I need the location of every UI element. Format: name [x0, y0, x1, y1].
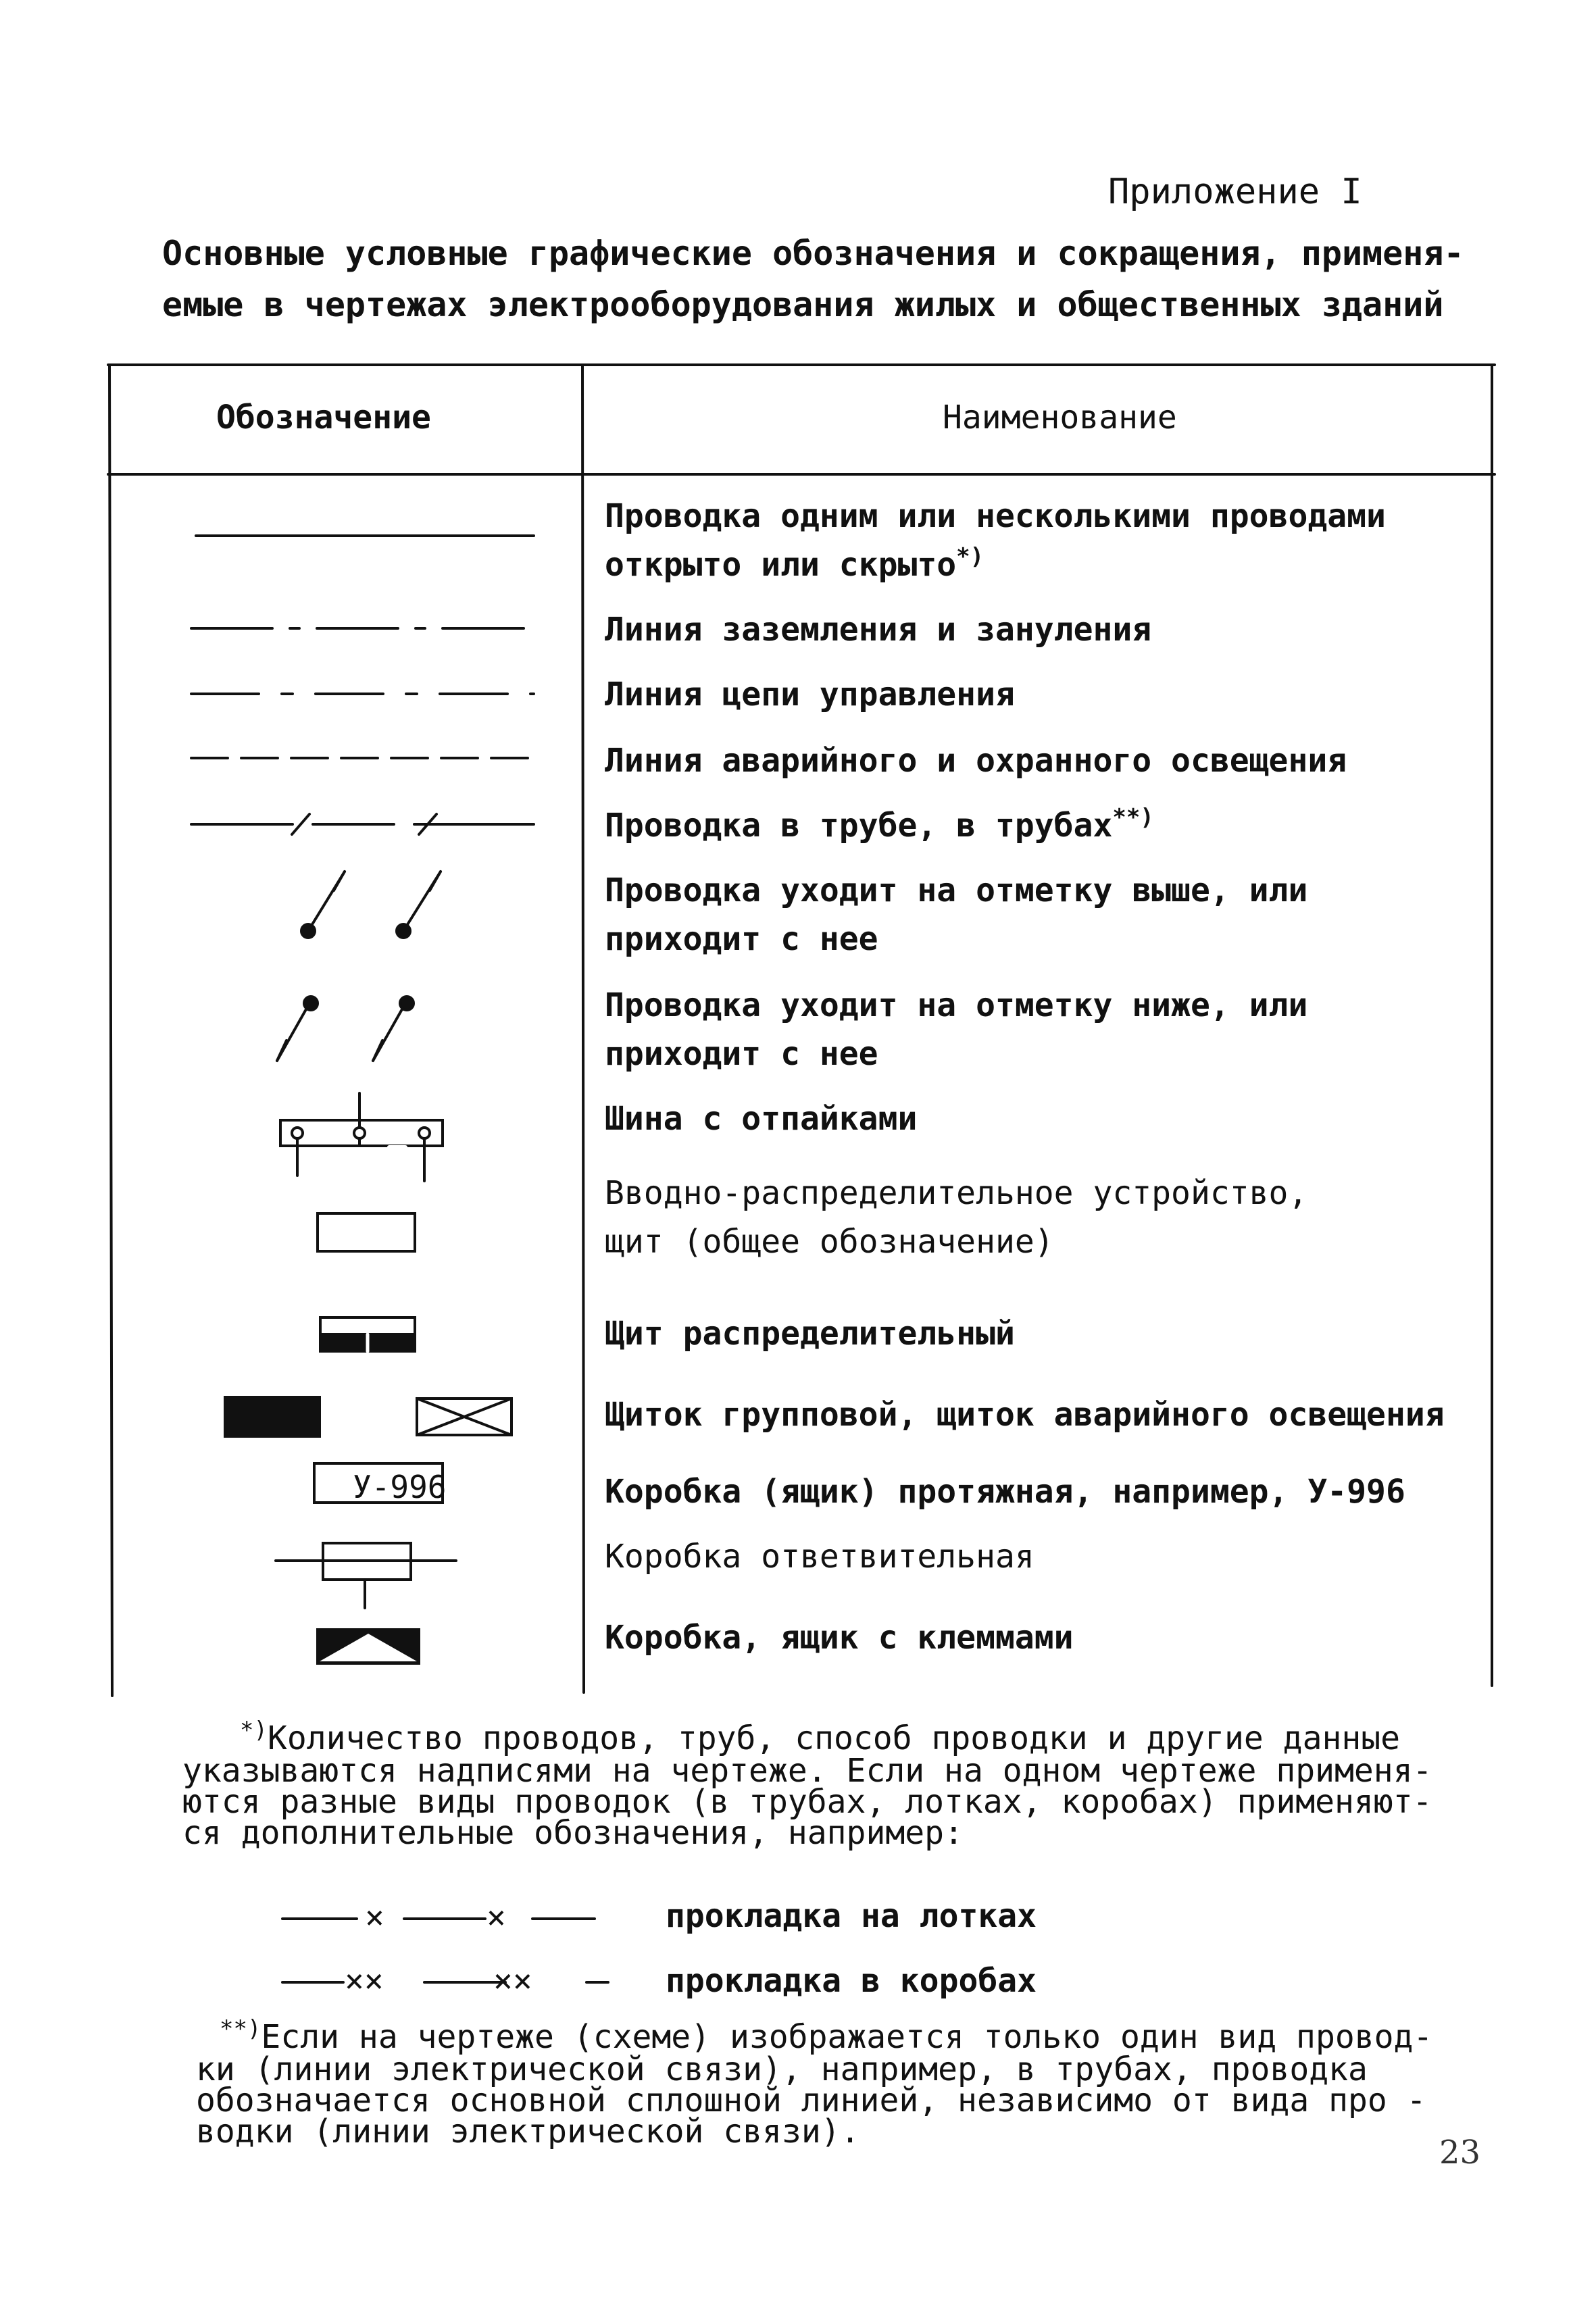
symbol-terminal-box — [318, 1630, 419, 1663]
symbol-distribution-device — [318, 1213, 415, 1251]
row-4: Линия аварийного и охранного освещения — [605, 742, 1347, 780]
symbol-bus-with-taps — [280, 1093, 443, 1181]
row-8: Шина с отпайками — [605, 1100, 918, 1138]
pull-box-label: У-996 — [353, 1469, 447, 1505]
row-13: Коробка ответвительная — [605, 1538, 1034, 1576]
row-1-line-2: открыто или скрыто*) — [605, 543, 984, 584]
page-title-line-2: емые в чертежах электрооборудования жилых и общественных зданий — [162, 285, 1444, 324]
row-7-line-1: Проводка уходит на отметку ниже, или — [605, 986, 1308, 1024]
symbol-group-panel — [225, 1397, 320, 1436]
column-header-name: Наименование — [943, 399, 1177, 436]
row-11: Щиток групповой, щиток аварийного освещения — [605, 1396, 1445, 1434]
symbol-distribution-board — [320, 1317, 415, 1351]
footnote-1-line-1: *)Количество проводов, труб, способ проводки и другие данные — [240, 1717, 1401, 1757]
symbol-wire-down — [277, 997, 414, 1061]
footnote-1-line-4: ся дополнительные обозначения, например: — [182, 1814, 964, 1852]
row-2: Линия заземления и зануления — [605, 611, 1152, 649]
symbol-emergency-panel — [417, 1399, 512, 1435]
row-12: Коробка (ящик) протяжная, например, У-996 — [605, 1473, 1405, 1511]
example-marker-x1: × — [365, 1898, 384, 1936]
example-marker-xx2: ×× — [493, 1962, 532, 2000]
example-trays-label: прокладка на лотках — [666, 1897, 1037, 1935]
example-marker-x2: × — [487, 1898, 506, 1936]
row-6-line-2: приходит с нее — [605, 920, 878, 958]
column-header-symbol: Обозначение — [216, 399, 431, 436]
footnote-1-line-3: ются разные виды проводок (в трубах, лотках, коробах) применяют- — [182, 1783, 1432, 1821]
footnote-2-line-3: обозначается основной сплошной линией, независимо от вида про - — [196, 2082, 1426, 2119]
row-9-line-2: щит (общее обозначение) — [605, 1223, 1054, 1261]
symbol-pipe-line — [191, 814, 534, 834]
page-title-line-1: Основные условные графические обозначения и сокращения, применя- — [162, 234, 1464, 273]
row-5: Проводка в трубе, в трубах**) — [605, 804, 1154, 845]
symbol-junction-box — [276, 1543, 456, 1608]
row-6-line-1: Проводка уходит на отметку выше, или — [605, 872, 1308, 909]
example-marker-xx1: ×× — [345, 1962, 384, 2000]
symbol-wire-up — [301, 872, 441, 938]
example-boxes-label: прокладка в коробах — [666, 1962, 1037, 2000]
row-1-line-1: Проводка одним или несколькими проводами — [605, 497, 1386, 535]
page-number: 23 — [1439, 2134, 1481, 2171]
table-left-border — [109, 365, 112, 1696]
table-column-divider — [582, 365, 584, 1692]
row-10: Щит распределительный — [605, 1315, 1015, 1353]
footnote-2-line-2: ки (линии электрической связи), например, в трубах, проводка — [196, 2051, 1368, 2088]
row-7-line-2: приходит с нее — [605, 1035, 878, 1073]
row-9-line-1: Вводно-распределительное устройство, — [605, 1174, 1308, 1212]
footnote-2-line-4: водки (линии электрической связи). — [196, 2113, 860, 2150]
footnote-1-line-2: указываются надписями на чертеже. Если на одном чертеже применя- — [182, 1752, 1432, 1790]
row-3: Линия цепи управления — [605, 676, 1015, 713]
footnote-2-line-1: **)Если на чертеже (схеме) изображается только один вид провод- — [220, 2015, 1433, 2056]
appendix-label: Приложение I — [1108, 172, 1362, 212]
row-14: Коробка, ящик с клеммами — [605, 1619, 1074, 1657]
